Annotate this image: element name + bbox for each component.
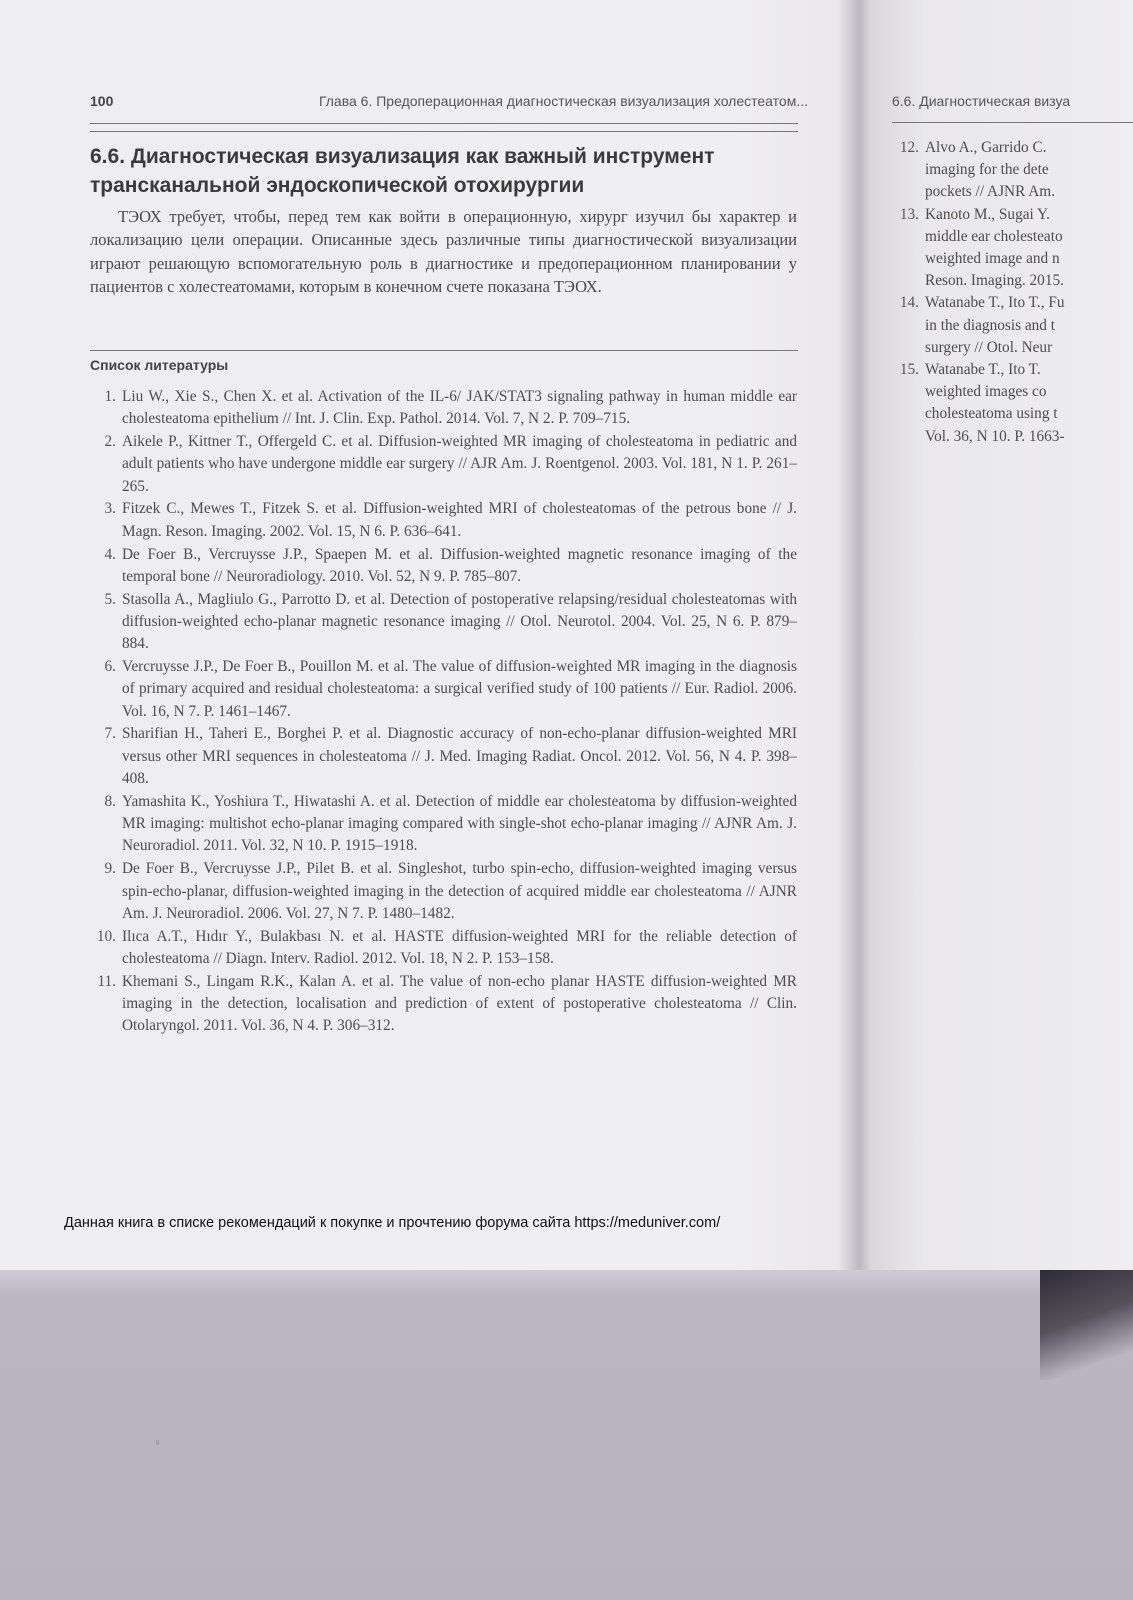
reference-line: Watanabe T., Ito T., Fu: [925, 294, 1065, 312]
reference-line: Reson. Imaging. 2015.: [925, 272, 1064, 290]
reference-number: 5.: [104, 590, 116, 608]
reference-text: Khemani S., Lingam R.K., Kalan A. et al. The value of non-echo planar HASTE diffusion-weighted MR imaging in the detection, localisation and prediction of extent of postoperative cholesteatoma // Clin. Otolaryngol. 2011. Vol. 36, N 4. P. 306–312.: [122, 972, 797, 1035]
reference-number: 8.: [104, 792, 116, 810]
reference-item-3: [90, 498, 797, 543]
reference-number: 13.: [899, 205, 919, 223]
header-rule: [90, 123, 798, 124]
reference-line: imaging for the dete: [925, 161, 1049, 179]
reference-line: middle ear cholesteato: [925, 227, 1063, 245]
reference-text: Sharifian H., Taheri E., Borghei P. et al. Diagnostic accuracy of non-echo-planar diffusion-weighted MRI versus other MRI sequences in cholesteatoma // J. Med. Imaging Radiat. Oncol. 2012. Vol. 56, N 4. P. 398–408.: [122, 725, 797, 788]
reference-text: Ilıca A.T., Hıdır Y., Bulakbası N. et al. HASTE diffusion-weighted MRI for the reliable detection of cholesteatoma // Diagn. Interv. Radiol. 2012. Vol. 18, N 2. P. 153–158.: [122, 927, 797, 967]
right-running-head: 6.6. Диагностическая визуа: [892, 93, 1071, 109]
reference-number: 11.: [97, 972, 116, 990]
reference-text: Yamashita K., Yoshiura T., Hiwatashi A. et al. Detection of middle ear cholesteatoma by diffusion-weighted MR imaging: multishot echo-planar imaging compared with single-shot echo-planar imaging // AJNR Am. J. Neuroradiol. 2011. Vol. 32, N 10. P. 1915–1918.: [122, 792, 797, 855]
right-reference-list: [892, 137, 1133, 448]
reference-number: 14.: [899, 294, 919, 312]
reference-line: in the diagnosis and t: [925, 316, 1056, 334]
reference-item-9: [90, 858, 797, 925]
reference-number: 15.: [899, 361, 919, 379]
reference-number: 9.: [104, 860, 116, 878]
page-header: [90, 93, 808, 115]
reference-text: Stasolla A., Magliulo G., Parrotto D. et al. Detection of postoperative relapsing/residual cholesteatomas with diffusion-weighted echo-planar magnetic resonance imaging // Otol. Neurotol. 2004. Vol. 25, N 6. P. 879–884.: [122, 590, 797, 653]
reference-item-6: [90, 656, 797, 723]
reference-item-11: [90, 971, 797, 1038]
reference-text: Aikele P., Kittner T., Offergeld C. et al. Diffusion-weighted MR imaging of cholesteatoma in pediatric and adult patients who have undergone middle ear surgery // AJR Am. J. Roentgenol. 2003. Vol. 181, N 1. P. 261–265.: [122, 433, 797, 495]
reference-item-5: [90, 589, 797, 656]
right-header-rule: [892, 122, 1133, 123]
scan-background: [0, 1270, 1133, 1600]
reference-item-7: [90, 723, 797, 790]
section-title: 6.6. Диагностическая визуализация как важный инструмент трансканальной эндоскопической отохирургии: [90, 145, 715, 197]
running-head: Глава 6. Предоперационная диагностическая визуализация холестеатом...: [318, 93, 808, 109]
reference-text: De Foer B., Vercruysse J.P., Pilet B. et al. Singleshot, turbo spin-echo, diffusion-weighted imaging versus spin-echo-planar, diffusion-weighted imaging in the detection of acquired middle ear cholesteatoma // AJNR Am. J. Neuroradiol. 2006. Vol. 27, N 7. P. 1480–1482.: [122, 860, 797, 922]
reference-line: weighted images co: [925, 383, 1047, 401]
reference-item-8: [90, 791, 797, 858]
reference-item-1: [90, 386, 797, 431]
reference-number: 6.: [104, 658, 116, 676]
reference-number: 2.: [104, 433, 116, 451]
reference-number: 12.: [899, 139, 919, 156]
reference-item-10: [90, 926, 797, 971]
header-rule-secondary: [90, 131, 798, 132]
reference-number: 3.: [104, 500, 116, 518]
reference-item-13: [892, 204, 1133, 293]
page-number: 100: [90, 93, 114, 109]
reference-item-2: [90, 431, 797, 498]
reference-item-14: [892, 292, 1133, 359]
reference-item-12: [892, 137, 1133, 204]
reference-list: [90, 386, 797, 1038]
reference-number: 10.: [96, 927, 116, 945]
reference-line: Kanoto M., Sugai Y.: [925, 205, 1050, 223]
reference-line: Vol. 36, N 10. P. 1663-: [925, 427, 1065, 445]
reference-number: 1.: [104, 388, 116, 405]
references-heading: Список литературы: [90, 357, 229, 373]
reference-line: Alvo A., Garrido C.: [925, 139, 1047, 156]
reference-text: Vercruysse J.P., De Foer B., Pouillon M. et al. The value of diffusion-weighted MR imaging in the diagnosis of primary acquired and residual cholesteatoma: a surgical verified study of 100 patients // Eur. Radiol. 2006. Vol. 16, N 7. P. 1461–1467.: [122, 658, 797, 720]
reference-line: weighted image and n: [925, 250, 1060, 268]
reference-number: 4.: [104, 545, 116, 563]
reference-text: De Foer B., Vercruysse J.P., Spaepen M. et al. Diffusion-weighted magnetic resonance imaging of the temporal bone // Neuroradiology. 2010. Vol. 52, N 9. P. 785–807.: [122, 545, 797, 585]
reference-text: Fitzek C., Mewes T., Fitzek S. et al. Diffusion-weighted MRI of cholesteatomas of the petrous bone // J. Magn. Reson. Imaging. 2002. Vol. 15, N 6. P. 636–641.: [122, 500, 797, 540]
reference-line: pockets // AJNR Am.: [925, 183, 1056, 201]
watermark-note: Данная книга в списке рекомендаций к покупке и прочтению форума сайта https://meduniver.com/: [64, 1215, 721, 1231]
reference-item-4: [90, 544, 797, 589]
body-paragraph: ТЭОХ требует, чтобы, перед тем как войти в операционную, хирург изучил бы характер и локализацию цели операции. Описанные здесь различные типы диагностической визуализации играют решающую вспомогательную роль в диагностике и предоперационном планировании у пациентов с холестеатомами, которым в конечном счете показана ТЭОХ.: [90, 207, 797, 296]
reference-item-15: [892, 359, 1133, 448]
page-corner-shadow: [1040, 1270, 1133, 1380]
reference-number: 7.: [104, 725, 116, 743]
reference-line: Watanabe T., Ito T.: [925, 361, 1041, 379]
reference-line: cholesteatoma using t: [925, 405, 1058, 423]
reference-line: surgery // Otol. Neur: [925, 338, 1053, 356]
scan-smudge: [156, 1440, 159, 1445]
reference-text: Liu W., Xie S., Chen X. et al. Activation of the IL-6/ JAK/STAT3 signaling pathway in human middle ear cholesteatoma epithelium // Int. J. Clin. Exp. Pathol. 2014. Vol. 7, N 2. P. 709–715.: [122, 388, 797, 428]
references-rule: [90, 350, 798, 351]
